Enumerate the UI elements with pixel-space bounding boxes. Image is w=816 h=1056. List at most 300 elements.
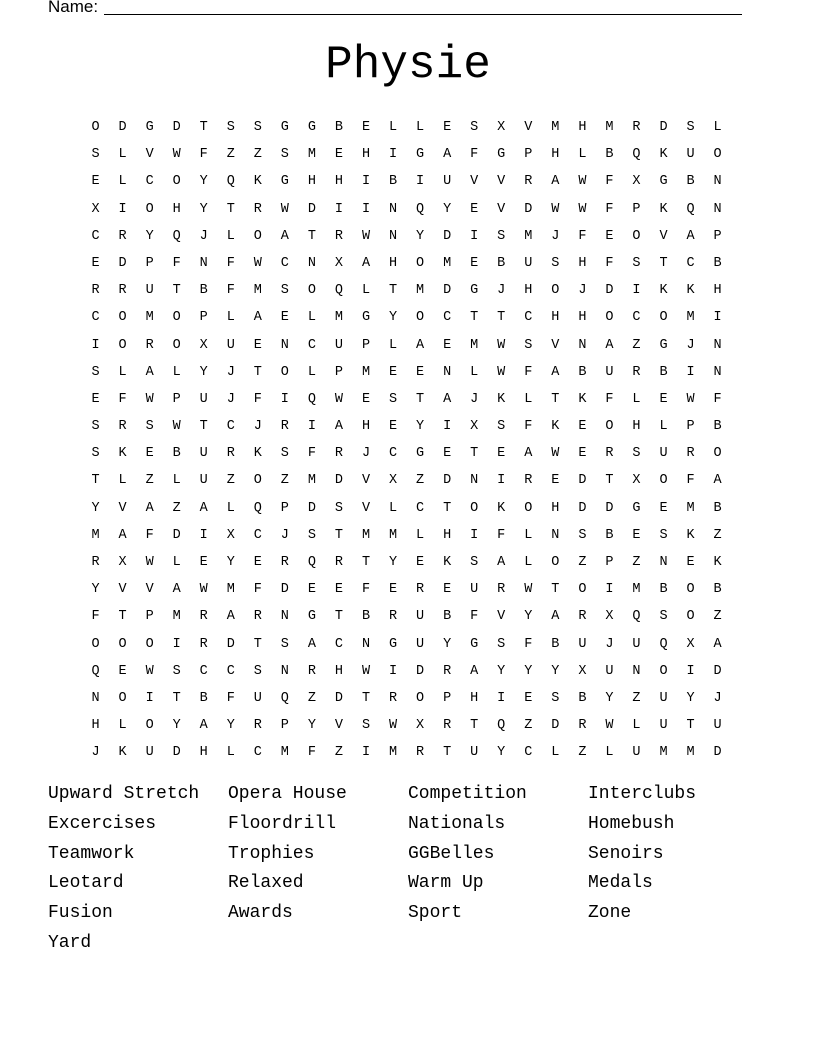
grid-letter: Y <box>226 718 235 734</box>
grid-letter: X <box>91 201 100 217</box>
grid-letter: S <box>497 228 506 244</box>
grid-letter: S <box>91 446 100 462</box>
grid-letter: D <box>551 718 560 734</box>
grid-letter: P <box>632 201 641 217</box>
word-list-item: Teamwork <box>48 843 135 864</box>
grid-letter: H <box>578 120 587 135</box>
grid-letter: U <box>470 745 479 761</box>
grid-letter: B <box>578 690 587 706</box>
grid-letter: T <box>416 391 425 407</box>
grid-letter: R <box>118 283 127 299</box>
grid-letter: M <box>686 745 695 761</box>
grid-letter: I <box>388 663 398 679</box>
grid-letter: O <box>659 473 668 489</box>
grid-row <box>82 684 731 711</box>
grid-letter: U <box>632 636 641 652</box>
grid-letter: Y <box>443 636 452 652</box>
grid-letter: H <box>361 419 371 435</box>
grid-letter: Z <box>253 147 262 163</box>
grid-letter: W <box>551 201 560 217</box>
grid-letter: A <box>443 391 452 407</box>
word-list-item: Medals <box>588 873 653 894</box>
grid-letter: F <box>226 283 235 299</box>
word-list-item: Nationals <box>408 813 506 834</box>
grid-letter: O <box>145 201 154 217</box>
grid-letter: G <box>145 120 154 135</box>
grid-letter: X <box>470 419 479 435</box>
grid-letter: D <box>307 500 316 516</box>
grid-letter: U <box>145 745 154 761</box>
grid-letter: S <box>253 120 262 135</box>
grid-letter: L <box>659 419 668 435</box>
grid-letter: X <box>388 473 398 489</box>
grid-letter: B <box>172 446 181 462</box>
grid-letter: H <box>632 419 641 435</box>
grid-letter: L <box>416 120 425 135</box>
grid-letter: Z <box>632 690 641 706</box>
grid-letter: Z <box>713 527 722 543</box>
grid-letter: O <box>91 120 100 135</box>
grid-letter: T <box>605 473 614 489</box>
grid-letter: D <box>713 745 722 761</box>
grid-letter: P <box>172 391 181 407</box>
grid-letter: M <box>416 283 425 299</box>
grid-letter: T <box>118 609 127 625</box>
grid-letter: B <box>578 364 587 380</box>
grid-letter: E <box>578 446 587 462</box>
grid-letter: O <box>686 582 695 598</box>
grid-letter: I <box>605 582 614 598</box>
grid-letter: L <box>307 364 316 380</box>
grid-letter: O <box>145 718 154 734</box>
grid-letter: A <box>307 636 316 652</box>
grid-row <box>82 303 731 330</box>
grid-letter: X <box>199 337 208 353</box>
grid-letter: F <box>524 636 533 652</box>
grid-letter: H <box>551 500 560 516</box>
grid-letter: C <box>334 636 343 652</box>
grid-letter: M <box>253 283 262 299</box>
grid-letter: F <box>199 147 208 163</box>
grid-letter: S <box>145 419 154 435</box>
grid-letter: Y <box>443 201 452 217</box>
grid-row <box>82 602 731 629</box>
grid-letter: J <box>280 527 289 543</box>
grid-letter: O <box>118 337 127 353</box>
grid-letter: E <box>605 228 614 244</box>
grid-letter: J <box>605 636 614 652</box>
grid-letter: U <box>605 364 614 380</box>
grid-letter: B <box>361 609 371 625</box>
grid-letter: R <box>199 636 208 652</box>
grid-letter: M <box>470 337 479 353</box>
grid-letter: W <box>145 391 154 407</box>
grid-letter: A <box>443 147 452 163</box>
grid-letter: B <box>605 527 614 543</box>
grid-letter: A <box>551 174 560 190</box>
grid-letter: L <box>388 500 398 516</box>
grid-letter: X <box>118 555 127 570</box>
grid-letter: T <box>307 228 316 244</box>
grid-letter: H <box>91 718 100 734</box>
grid-letter: Z <box>280 473 289 489</box>
grid-letter: V <box>361 500 371 516</box>
grid-letter: E <box>280 310 289 326</box>
word-list-item: Homebush <box>588 813 675 834</box>
grid-letter: J <box>226 391 235 407</box>
grid-letter: R <box>253 718 262 734</box>
grid-letter: R <box>416 745 425 761</box>
grid-letter: E <box>253 337 262 353</box>
grid-letter: O <box>551 555 560 570</box>
grid-letter: A <box>280 228 289 244</box>
puzzle-title: Physie <box>325 39 491 91</box>
grid-letter: R <box>226 446 235 462</box>
grid-letter: O <box>416 310 425 326</box>
grid-letter: U <box>226 337 235 353</box>
grid-letter: A <box>605 337 614 353</box>
grid-letter: I <box>361 201 371 217</box>
grid-letter: Y <box>497 745 506 761</box>
grid-letter: W <box>361 663 371 679</box>
word-list-item: Relaxed <box>228 873 304 894</box>
grid-row <box>82 331 731 358</box>
grid-row <box>82 222 731 249</box>
grid-letter: A <box>253 310 262 326</box>
grid-letter: I <box>470 527 479 543</box>
grid-letter: B <box>334 120 343 135</box>
grid-letter: R <box>578 718 587 734</box>
grid-letter: J <box>551 228 560 244</box>
grid-letter: F <box>686 473 695 489</box>
grid-letter: E <box>416 555 425 570</box>
grid-letter: G <box>307 609 316 625</box>
grid-letter: O <box>253 473 262 489</box>
grid-letter: L <box>524 527 533 543</box>
grid-letter: H <box>524 283 533 299</box>
grid-letter: E <box>524 690 533 706</box>
word-list-item: Senoirs <box>588 843 664 864</box>
grid-letter: Y <box>226 555 235 570</box>
grid-letter: W <box>497 337 506 353</box>
grid-letter: Z <box>145 473 154 489</box>
grid-letter: U <box>659 718 668 734</box>
grid-letter: W <box>605 718 614 734</box>
grid-letter: W <box>199 582 208 598</box>
grid-letter: N <box>713 201 722 217</box>
grid-letter: U <box>416 609 425 625</box>
grid-letter: N <box>280 337 289 353</box>
grid-letter: S <box>280 283 289 299</box>
grid-letter: G <box>659 174 668 190</box>
grid-letter: T <box>497 310 506 326</box>
grid-letter: O <box>659 310 668 326</box>
grid-letter: H <box>334 663 343 679</box>
grid-row <box>82 113 731 140</box>
grid-letter: E <box>659 391 668 407</box>
grid-letter: J <box>686 337 695 353</box>
grid-letter: Y <box>524 609 533 625</box>
grid-letter: D <box>578 500 587 516</box>
grid-letter: Q <box>632 147 641 163</box>
grid-letter: X <box>686 636 695 652</box>
grid-letter: R <box>280 419 289 435</box>
grid-letter: K <box>659 283 668 299</box>
grid-letter: M <box>551 120 560 135</box>
grid-letter: T <box>443 745 452 761</box>
grid-letter: D <box>280 582 289 598</box>
grid-letter: K <box>659 147 668 163</box>
grid-letter: T <box>659 255 668 271</box>
grid-letter: Z <box>524 718 533 734</box>
grid-letter: S <box>334 500 343 516</box>
grid-letter: G <box>632 500 641 516</box>
grid-letter: U <box>199 473 208 489</box>
grid-letter: X <box>334 255 343 271</box>
grid-letter: R <box>334 446 343 462</box>
grid-letter: O <box>253 228 262 244</box>
grid-letter: S <box>91 147 100 163</box>
grid-letter: A <box>416 337 425 353</box>
grid-letter: U <box>524 255 533 271</box>
grid-letter: E <box>199 555 208 570</box>
grid-letter: W <box>145 663 154 679</box>
grid-letter: D <box>118 120 127 135</box>
grid-letter: B <box>713 582 722 598</box>
grid-letter: S <box>91 419 100 435</box>
grid-letter: C <box>226 663 235 679</box>
grid-letter: B <box>713 500 722 516</box>
grid-letter: S <box>226 120 235 135</box>
grid-letter: O <box>470 500 479 516</box>
grid-letter: B <box>659 364 668 380</box>
grid-letter: V <box>145 147 154 163</box>
grid-letter: C <box>388 446 398 462</box>
grid-letter: H <box>551 310 560 326</box>
grid-letter: Y <box>145 228 154 244</box>
grid-letter: A <box>226 609 235 625</box>
grid-letter: C <box>145 174 154 190</box>
grid-letter: N <box>388 228 398 244</box>
grid-letter: M <box>334 310 343 326</box>
grid-letter: S <box>280 446 289 462</box>
grid-letter: P <box>145 609 154 625</box>
grid-letter: F <box>605 255 614 271</box>
grid-letter: B <box>551 636 560 652</box>
grid-letter: L <box>118 718 127 734</box>
grid-letter: K <box>686 283 695 299</box>
grid-letter: G <box>280 120 289 135</box>
grid-letter: N <box>713 337 722 353</box>
grid-letter: E <box>334 147 343 163</box>
grid-letter: V <box>497 174 506 190</box>
grid-letter: H <box>334 174 343 190</box>
grid-letter: U <box>416 636 425 652</box>
grid-letter: U <box>199 391 208 407</box>
grid-letter: I <box>713 310 722 326</box>
grid-letter: W <box>578 174 587 190</box>
grid-letter: H <box>443 527 452 543</box>
grid-letter: I <box>91 337 100 353</box>
name-field[interactable] <box>48 0 742 17</box>
grid-letter: S <box>686 120 695 135</box>
grid-letter: D <box>118 255 127 271</box>
grid-row <box>82 657 731 684</box>
grid-letter: B <box>659 582 668 598</box>
grid-letter: K <box>686 527 695 543</box>
grid-letter: S <box>497 636 506 652</box>
grid-letter: Y <box>199 174 208 190</box>
grid-letter: J <box>361 446 371 462</box>
grid-letter: F <box>470 147 479 163</box>
grid-letter: F <box>145 527 154 543</box>
grid-letter: S <box>497 419 506 435</box>
grid-letter: R <box>524 473 533 489</box>
grid-letter: B <box>713 255 722 271</box>
grid-letter: J <box>226 364 235 380</box>
grid-letter: T <box>361 690 371 706</box>
word-list-item: Sport <box>408 903 463 924</box>
grid-letter: F <box>713 391 722 407</box>
grid-letter: E <box>443 337 452 353</box>
grid-letter: U <box>199 446 208 462</box>
grid-letter: E <box>443 582 452 598</box>
grid-row <box>82 412 731 439</box>
grid-letter: Q <box>659 636 668 652</box>
grid-letter: W <box>551 446 560 462</box>
grid-letter: Q <box>172 228 181 244</box>
word-list-item: Interclubs <box>588 784 697 804</box>
grid-letter: Y <box>307 718 316 734</box>
grid-letter: A <box>551 364 560 380</box>
grid-row <box>82 738 731 765</box>
grid-letter: K <box>659 201 668 217</box>
grid-letter: H <box>470 690 479 706</box>
grid-letter: M <box>632 582 641 598</box>
grid-letter: A <box>145 500 154 516</box>
grid-letter: E <box>118 663 127 679</box>
grid-letter: G <box>416 446 425 462</box>
grid-letter: F <box>605 391 614 407</box>
grid-letter: D <box>172 745 181 761</box>
grid-letter: P <box>524 147 533 163</box>
grid-letter: L <box>632 718 641 734</box>
word-list <box>48 780 768 959</box>
grid-letter: T <box>172 690 181 706</box>
grid-letter: L <box>388 120 398 135</box>
grid-letter: D <box>659 120 668 135</box>
grid-letter: F <box>605 201 614 217</box>
grid-row <box>82 167 731 194</box>
grid-letter: E <box>388 582 398 598</box>
grid-letter: Q <box>307 555 316 570</box>
grid-letter: R <box>307 663 316 679</box>
grid-letter: E <box>91 174 100 190</box>
grid-letter: R <box>388 690 398 706</box>
grid-letter: N <box>578 337 587 353</box>
grid-letter: A <box>172 582 181 598</box>
grid-letter: Y <box>199 364 208 380</box>
grid-letter: V <box>497 609 506 625</box>
grid-letter: X <box>578 663 587 679</box>
grid-letter: O <box>605 419 614 435</box>
grid-letter: R <box>253 201 262 217</box>
grid-letter: P <box>280 718 289 734</box>
grid-letter: U <box>470 582 479 598</box>
grid-letter: O <box>551 283 560 299</box>
grid-letter: L <box>524 555 533 570</box>
grid-letter: S <box>253 663 262 679</box>
grid-letter: J <box>91 745 100 761</box>
grid-letter: D <box>443 228 452 244</box>
grid-letter: P <box>605 555 614 570</box>
grid-letter: M <box>91 527 100 543</box>
grid-letter: I <box>497 690 506 706</box>
grid-letter: U <box>253 690 262 706</box>
grid-letter: L <box>713 120 722 135</box>
grid-letter: F <box>578 228 587 244</box>
grid-letter: Z <box>416 473 425 489</box>
grid-letter: R <box>497 582 506 598</box>
word-list-item: Opera House <box>228 784 347 804</box>
grid-letter: S <box>551 690 560 706</box>
grid-letter: U <box>713 718 722 734</box>
grid-letter: S <box>632 446 641 462</box>
grid-letter: T <box>686 718 695 734</box>
grid-row <box>82 385 731 412</box>
grid-letter: O <box>416 255 425 271</box>
grid-letter: D <box>605 283 614 299</box>
grid-letter: T <box>253 636 262 652</box>
grid-letter: W <box>334 391 343 407</box>
grid-letter: N <box>443 364 452 380</box>
grid-letter: M <box>686 310 695 326</box>
grid-letter: D <box>443 283 452 299</box>
grid-letter: I <box>199 527 208 543</box>
grid-row <box>82 494 731 521</box>
grid-letter: S <box>524 337 533 353</box>
grid-letter: Y <box>551 663 560 679</box>
grid-letter: O <box>172 310 181 326</box>
grid-letter: K <box>551 419 560 435</box>
grid-letter: W <box>388 718 398 734</box>
grid-letter: E <box>470 255 479 271</box>
grid-letter: L <box>226 745 235 761</box>
grid-letter: B <box>713 419 722 435</box>
grid-letter: R <box>632 120 641 135</box>
grid-letter: E <box>470 201 479 217</box>
grid-letter: Q <box>253 500 262 516</box>
grid-letter: G <box>280 174 289 190</box>
grid-letter: S <box>307 527 316 543</box>
grid-letter: B <box>497 255 506 271</box>
grid-letter: E <box>307 582 316 598</box>
grid-letter: E <box>497 446 506 462</box>
word-list-item: Floordrill <box>228 813 337 834</box>
grid-row <box>82 276 731 303</box>
grid-letter: T <box>470 446 479 462</box>
grid-letter: H <box>199 745 208 761</box>
grid-row <box>82 711 731 738</box>
grid-letter: I <box>470 228 479 244</box>
grid-letter: F <box>361 582 371 598</box>
grid-letter: F <box>307 745 316 761</box>
grid-letter: T <box>551 391 560 407</box>
grid-letter: S <box>361 718 371 734</box>
grid-letter: P <box>199 310 208 326</box>
grid-letter: O <box>91 636 100 652</box>
grid-letter: G <box>659 337 668 353</box>
